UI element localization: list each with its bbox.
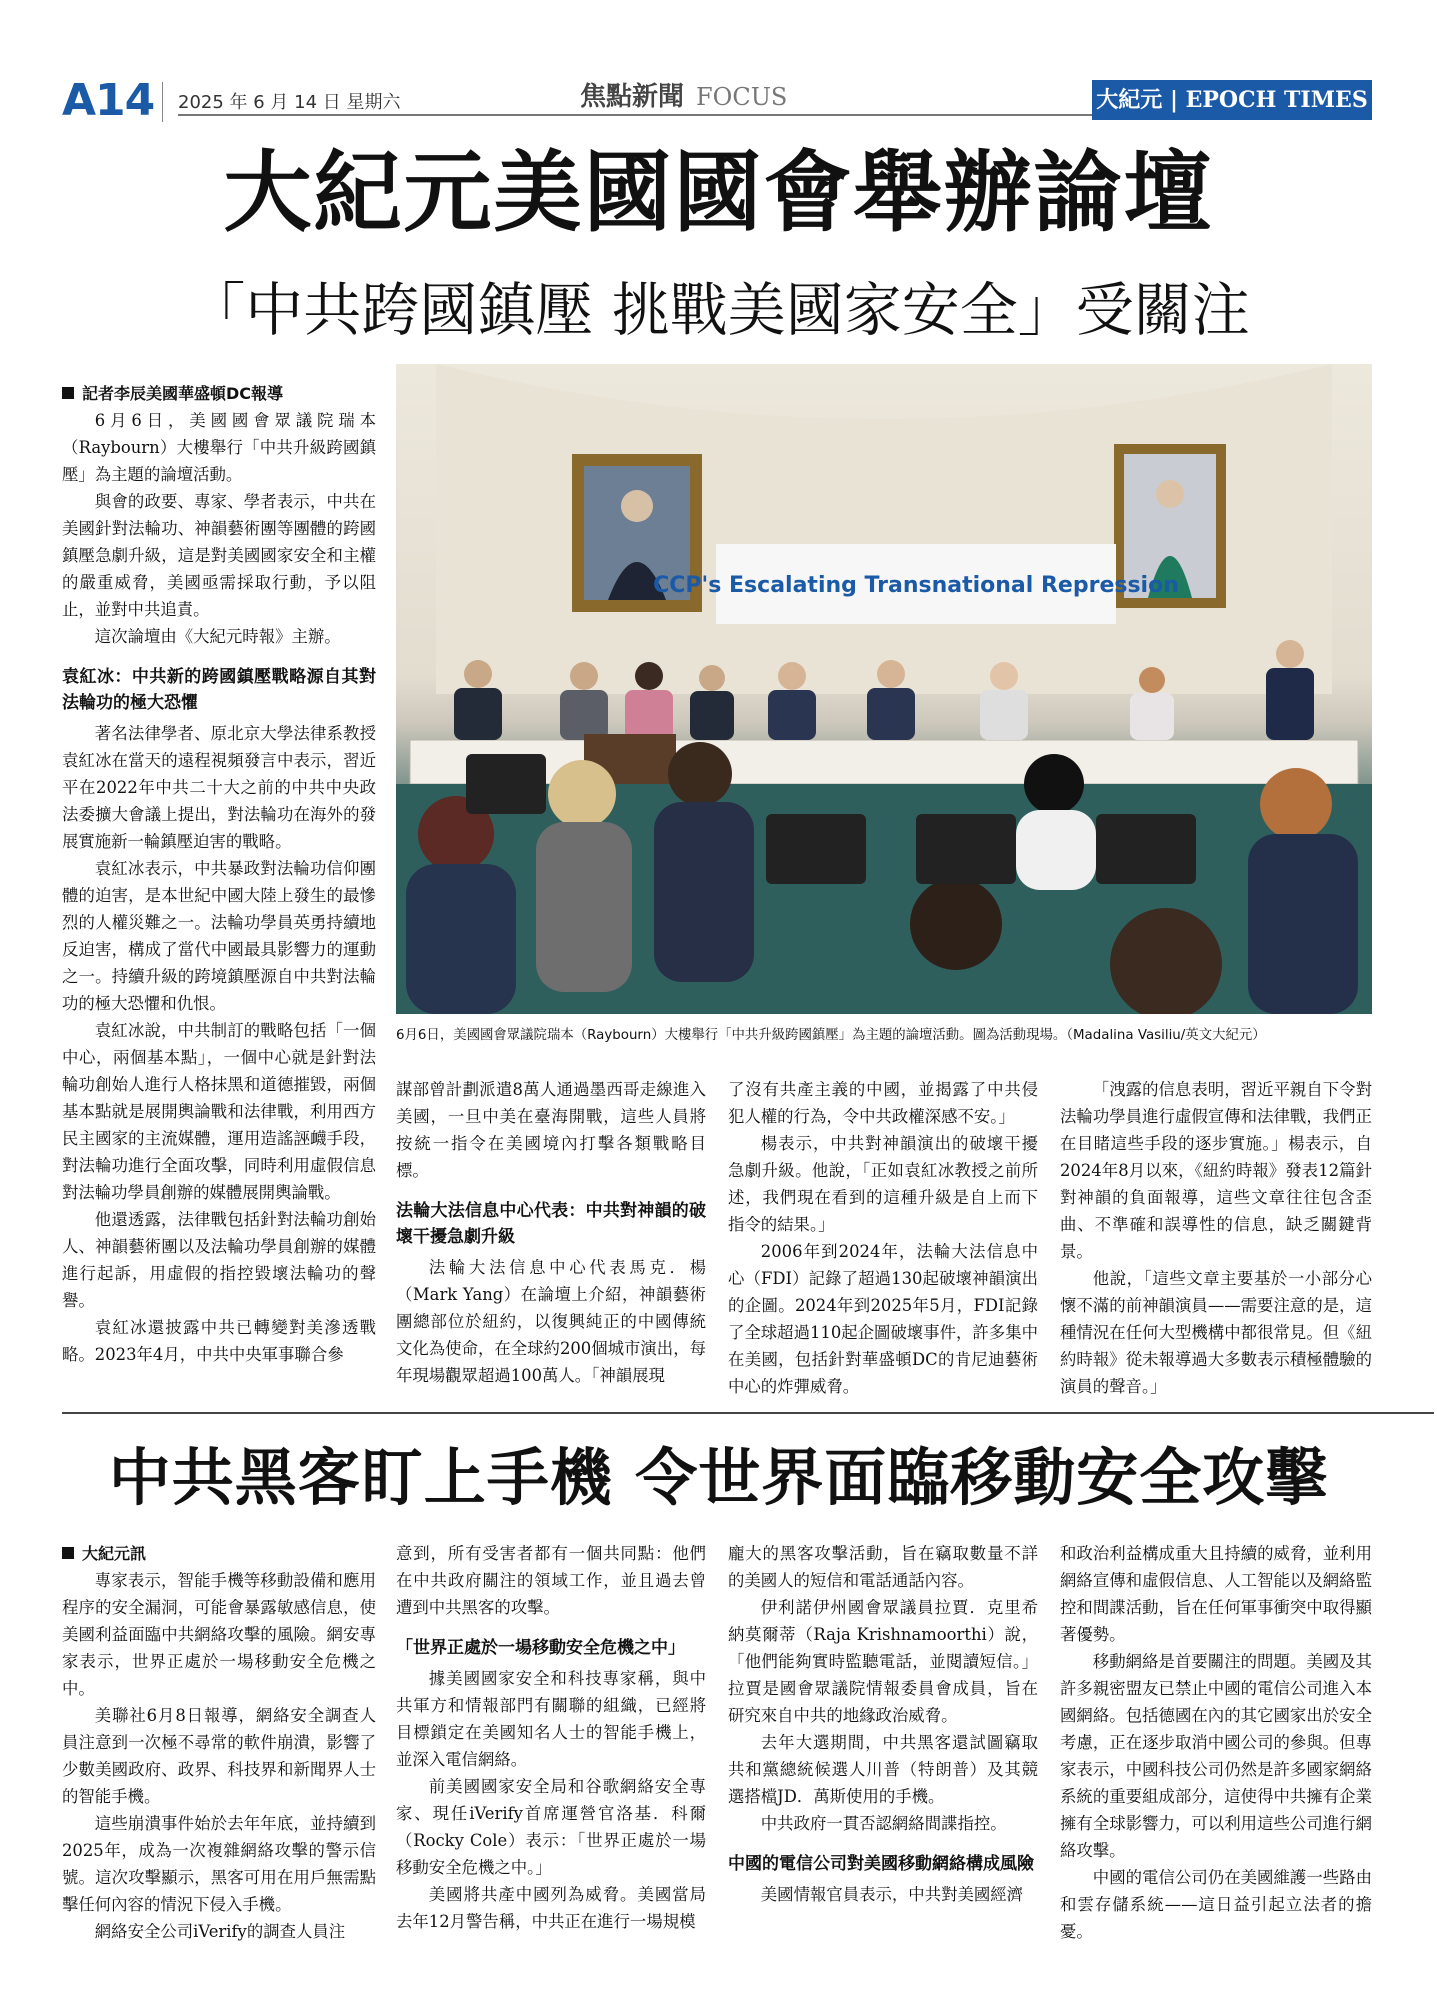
chair <box>916 814 1016 884</box>
audience-body <box>654 802 754 982</box>
article2-headline: 中共黑客盯上手機 令世界面臨移動安全攻擊 <box>108 1441 1329 1514</box>
audience-body <box>406 864 516 1014</box>
header-separator <box>162 82 163 122</box>
article2-column-2 <box>396 1540 706 1935</box>
panelist-body <box>768 690 816 740</box>
paragraph: 龐大的黑客攻擊活動，旨在竊取數量不詳的美國人的短信和電話通話內容。 <box>728 1544 1038 1590</box>
paragraph: 著名法律學者、原北京大學法律系教授袁紅冰在當天的遠程視頻發言中表示，習近平在2022年中共二十大之前的中共中央政法委擴大會議上提出，對法輪功在海外的發展實施新一輪鎮壓迫害的戰略。 <box>62 724 376 851</box>
panelist-head <box>877 660 905 688</box>
article1-column-1 <box>62 380 376 1368</box>
article-divider <box>62 1412 1434 1414</box>
panelist-body <box>454 688 502 740</box>
paragraph: 網絡安全公司iVerify的調查人員注 <box>94 1922 346 1941</box>
paragraph: 中國的電信公司仍在美國維護一些路由和雲存儲系統——這日益引起立法者的擔憂。 <box>1060 1868 1372 1941</box>
panelist-body <box>625 690 673 740</box>
forum-photo <box>396 364 1372 1014</box>
panelist-body <box>980 690 1028 740</box>
page-header <box>62 76 1372 126</box>
paragraph: 楊表示，中共對神韻演出的破壞干擾急劇升級。他說，「正如袁紅冰教授之前所述，我們現在看到的這種升級是自上而下指令的結果。」 <box>728 1134 1038 1234</box>
audience-body <box>1248 834 1358 1014</box>
panelist-body <box>690 691 734 740</box>
article1-subheadline: 「中共跨國鎮壓 挑戰美國家安全」受關注 <box>187 276 1250 344</box>
panelist-head <box>635 662 663 690</box>
paragraph: 據美國國家安全和科技專家稱，與中共軍方和情報部門有關聯的組織，已經將目標鎖定在美國知名人士的智能手機上，並深入電信網絡。 <box>396 1669 706 1769</box>
article2-column-3 <box>728 1540 1038 1908</box>
article1-column-4 <box>1060 1076 1372 1400</box>
paragraph: 和政治利益構成重大且持續的威脅，並利用網絡宣傳和虛假信息、人工智能以及網絡監控和間諜活動，旨在任何軍事衝突中取得顯著優勢。 <box>1060 1544 1372 1644</box>
header-rule <box>178 114 1138 116</box>
audience-head <box>1024 754 1084 814</box>
portrait-right-face <box>1156 480 1184 508</box>
paragraph: 與會的政要、專家、學者表示，中共在美國針對法輪功、神韻藝術團等團體的跨國鎮壓急劇升級，這是對美國國家安全和主權的嚴重威脅，美國亟需採取行動，予以阻止，並對中共追責。 <box>62 492 376 619</box>
article1-subhead-1: 袁紅冰：中共新的跨國鎮壓戰略源自其對法輪功的極大恐懼 <box>62 667 376 713</box>
panelist-body <box>560 690 608 740</box>
audience-head <box>548 760 616 828</box>
paragraph: 法輪大法信息中心代表馬克．楊（Mark Yang）在論壇上介紹，神韻藝術團總部位於紐約，以復興純正的中國傳統文化為使命，在全球約200個城市演出，每年現場觀眾超過100萬人。「神韻展現 <box>396 1258 706 1385</box>
paragraph: 專家表示，智能手機等移動設備和應用程序的安全漏洞，可能會暴露敏感信息，使美國利益面臨中共網絡攻擊的風險。網安專家表示，世界正處於一場移動安全危機之中。 <box>62 1571 376 1698</box>
panel-table <box>410 740 1358 784</box>
article1-headline: 大紀元美國國會舉辦論壇 <box>223 141 1214 244</box>
paragraph: 袁紅冰表示，中共暴政對法輪功信仰團體的迫害，是本世紀中國大陸上發生的最慘烈的人權災難之一。法輪功學員英勇持續地反迫害，構成了當代中國最具影響力的運動之一。持續升級的跨境鎮壓源自中共對法輪功的極大恐懼和仇恨。 <box>62 859 376 1013</box>
photo-caption: 6月6日，美國國會眾議院瑞本（Raybourn）大樓舉行「中共升級跨國鎮壓」為主題的論壇活動。圖為活動現場。（Madalina Vasiliu/英文大紀元） <box>396 1028 1266 1043</box>
article2-subhead-2: 中國的電信公司對美國移動網絡構成風險 <box>728 1854 1034 1874</box>
issue-date: 2025 年 6 月 14 日 星期六 <box>178 92 401 113</box>
paragraph: 意到，所有受害者都有一個共同點：他們在中共政府關注的領域工作，並且過去曾遭到中共黑客的攻擊。 <box>396 1544 706 1617</box>
article1-column-2 <box>396 1076 706 1389</box>
audience-head <box>910 878 1002 970</box>
article2-column-4 <box>1060 1540 1372 1945</box>
epoch-times-logo: 大紀元 | EPOCH TIMES <box>1092 80 1372 120</box>
paragraph: 謀部曾計劃派遣8萬人通過墨西哥走線進入美國，一旦中美在臺海開戰，這些人員將按統一指令在美國境內打擊各類戰略目標。 <box>396 1080 706 1180</box>
forum-banner-text: CCP's Escalating Transnational Repression <box>653 573 1179 598</box>
article1-byline: 記者李辰美國華盛頓DC報導 <box>62 380 376 407</box>
section-title-zh: 焦點新聞 <box>580 82 685 112</box>
paragraph: 美聯社6月8日報導，網絡安全調查人員注意到一次極不尋常的軟件崩潰，影響了少數美國政府、政界、科技界和新聞界人士的智能手機。 <box>62 1706 376 1806</box>
paragraph: 這些崩潰事件始於去年年底，並持續到2025年，成為一次複雜網絡攻擊的警示信號。這次攻擊顯示，黑客可用在用戶無需點擊任何內容的情況下侵入手機。 <box>62 1814 376 1914</box>
forum-photo-illustration <box>396 364 1372 1014</box>
chair <box>466 754 546 814</box>
paragraph: 移動網絡是首要關注的問題。美國及其許多親密盟友已禁止中國的電信公司進入本國網絡。包括德國在內的其它國家出於安全考慮，正在逐步取消中國公司的參與。但專家表示，中國科技公司仍然是許多國家網絡系統的重要組成部分，這使得中共擁有企業擁有全球影響力，可以利用這些公司進行網絡攻擊。 <box>1060 1652 1372 1860</box>
portrait-left-face <box>621 490 653 522</box>
panelist-head <box>778 662 806 690</box>
panelist-head <box>699 665 725 691</box>
paragraph: 中共政府一貫否認網絡間諜指控。 <box>760 1814 1007 1833</box>
paragraph: 2006年到2024年，法輪大法信息中心（FDI）記錄了超過130起破壞神韻演出的企圖。2024年到2025年5月，FDI記錄了全球超過110起企圖破壞事件，許多集中在美國，包括針對華盛頓DC的肯尼迪藝術中心的炸彈威脅。 <box>728 1242 1038 1396</box>
chair <box>766 814 866 884</box>
paragraph: 去年大選期間，中共黑客還試圖竊取共和黨總統候選人川普（特朗普）及其競選搭檔JD．萬斯使用的手機。 <box>728 1733 1038 1806</box>
article2-byline: 大紀元訊 <box>62 1540 376 1567</box>
section-title-en: FOCUS <box>696 83 788 111</box>
audience-body <box>536 822 632 992</box>
article2-column-1 <box>62 1540 376 1945</box>
article1-subhead-2: 法輪大法信息中心代表：中共對神韻的破壞干擾急劇升級 <box>396 1201 706 1247</box>
paragraph: 了沒有共產主義的中國，並揭露了中共侵犯人權的行為，令中共政權深感不安。」 <box>728 1080 1038 1126</box>
panelist-head <box>990 662 1018 690</box>
article2-subhead-1: 「世界正處於一場移動安全危機之中」 <box>396 1638 685 1658</box>
chair <box>1096 814 1196 884</box>
paragraph: 袁紅冰還披露中共已轉變對美滲透戰略。2023年4月，中共中央軍事聯合參 <box>62 1318 376 1364</box>
paragraph: 伊利諾伊州國會眾議員拉賈．克里希納莫爾蒂（Raja Krishnamoorthi）說，「他們能夠實時監聽電話，並閱讀短信。」拉賈是國會眾議院情報委員會成員，旨在研究來自中共的地緣政治威脅。 <box>728 1598 1038 1725</box>
panelist-body <box>867 688 915 740</box>
paragraph: 前美國國家安全局和谷歌網絡安全專家、現任iVerify首席運營官洛基．科爾（Rocky Cole）表示：「世界正處於一場移動安全危機之中。」 <box>396 1777 706 1877</box>
panelist-head <box>1276 640 1304 668</box>
paragraph: 「洩露的信息表明，習近平親自下令對法輪功學員進行虛假宣傳和法律戰，我們正在目睹這些手段的逐步實施。」楊表示，自2024年8月以來，《紐約時報》發表12篇針對神韻的負面報導，這些文章往往包含歪曲、不準確和誤導性的信息，缺乏關鍵背景。 <box>1060 1080 1372 1261</box>
panelist-head <box>570 662 598 690</box>
audience-body <box>1016 810 1096 890</box>
section-title <box>580 76 787 113</box>
paragraph: 這次論壇由《大紀元時報》主辦。 <box>94 627 341 646</box>
audience-head <box>1260 768 1332 840</box>
paragraph: 6月6日，美國國會眾議院瑞本（Raybourn）大樓舉行「中共升級跨國鎮壓」為主題的論壇活動。 <box>62 411 376 484</box>
paragraph: 美國將共產中國列為威脅。美國當局去年12月警告稱，中共正在進行一場規模 <box>396 1885 706 1931</box>
audience-head <box>668 742 732 806</box>
panelist-body <box>1130 693 1174 740</box>
paragraph: 美國情報官員表示，中共對美國經濟 <box>760 1885 1024 1904</box>
paragraph: 袁紅冰說，中共制訂的戰略包括「一個中心，兩個基本點」，一個中心就是針對法輪功創始人進行人格抹黑和道德摧毀，兩個基本點就是展開輿論戰和法律戰，利用西方民主國家的主流媒體，運用造謠誣衊手段，對法輪功進行全面攻擊，同時利用虛假信息對法輪功學員創辦的媒體展開輿論戰。 <box>62 1021 376 1202</box>
panelist-body <box>1266 668 1314 740</box>
panelist-head <box>464 660 492 688</box>
page-number: A14 <box>62 75 155 126</box>
panelist-head <box>1139 667 1165 693</box>
paragraph: 他還透露，法律戰包括針對法輪功創始人、神韻藝術團以及法輪功學員創辦的媒體進行起訴，用虛假的指控毀壞法輪功的聲譽。 <box>62 1210 376 1310</box>
article1-column-3 <box>728 1076 1038 1400</box>
paragraph: 他說，「這些文章主要基於一小部分心懷不滿的前神韻演員——需要注意的是，這種情況在任何大型機構中都很常見。但《紐約時報》從未報導過大多數表示積極體驗的演員的聲音。」 <box>1060 1269 1372 1396</box>
